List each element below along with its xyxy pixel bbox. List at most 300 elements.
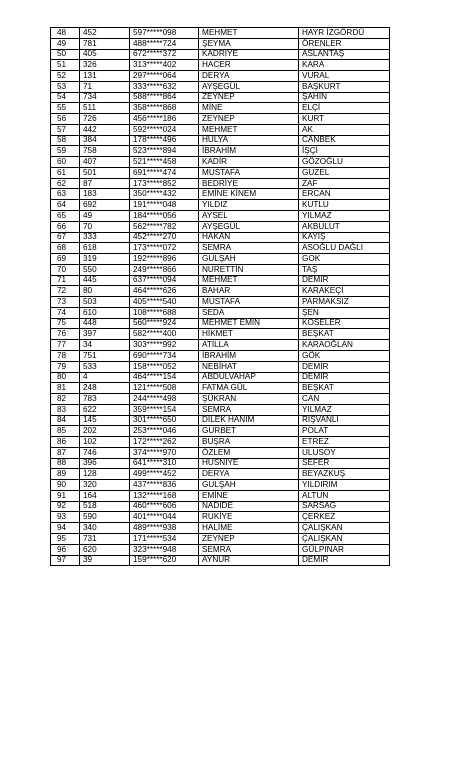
sequence-cell: 610 (80, 307, 130, 318)
last-name-cell: ERCAN (299, 189, 390, 200)
table-row (51, 243, 390, 254)
first-name-cell: SEDA (199, 307, 299, 318)
first-name-cell: ZEYNEP (199, 533, 299, 544)
sequence-cell: 590 (80, 512, 130, 523)
table-row (51, 297, 390, 308)
table-row (51, 178, 390, 189)
last-name-cell: ETREZ (299, 437, 390, 448)
id-number-cell: 172*****262 (130, 437, 199, 448)
row-number-cell: 48 (51, 28, 80, 39)
sequence-cell: 70 (80, 221, 130, 232)
row-number-cell: 73 (51, 297, 80, 308)
table-row (51, 555, 390, 566)
id-number-cell: 359*****154 (130, 404, 199, 415)
id-number-cell: 184*****056 (130, 211, 199, 222)
row-number-cell: 56 (51, 114, 80, 125)
first-name-cell: GURBET (199, 426, 299, 437)
table-row (51, 92, 390, 103)
id-number-cell: 192*****896 (130, 254, 199, 265)
first-name-cell: SEMRA (199, 243, 299, 254)
last-name-cell: AK (299, 124, 390, 135)
sequence-cell: 445 (80, 275, 130, 286)
sequence-cell: 620 (80, 544, 130, 555)
id-number-cell: 303*****992 (130, 340, 199, 351)
table-row (51, 221, 390, 232)
sequence-cell: 731 (80, 533, 130, 544)
row-number-cell: 90 (51, 480, 80, 491)
sequence-cell: 448 (80, 318, 130, 329)
table-row (51, 383, 390, 394)
sequence-cell: 183 (80, 189, 130, 200)
sequence-cell: 783 (80, 394, 130, 405)
id-number-cell: 297*****064 (130, 71, 199, 82)
table-row (51, 394, 390, 405)
first-name-cell: ŞEYMA (199, 38, 299, 49)
first-name-cell: MİNE (199, 103, 299, 114)
row-number-cell: 85 (51, 426, 80, 437)
row-number-cell: 59 (51, 146, 80, 157)
table-row (51, 447, 390, 458)
id-number-cell: 178*****496 (130, 135, 199, 146)
results-table-body (51, 28, 390, 566)
sequence-cell: 340 (80, 523, 130, 534)
table-row (51, 135, 390, 146)
first-name-cell: DERYA (199, 469, 299, 480)
sequence-cell: 248 (80, 383, 130, 394)
table-row (51, 437, 390, 448)
sequence-cell: 751 (80, 350, 130, 361)
row-number-cell: 93 (51, 512, 80, 523)
table-row (51, 103, 390, 114)
sequence-cell: 128 (80, 469, 130, 480)
table-row (51, 81, 390, 92)
table-row (51, 523, 390, 534)
id-number-cell: 323*****948 (130, 544, 199, 555)
table-row (51, 157, 390, 168)
first-name-cell: MUSTAFA (199, 167, 299, 178)
id-number-cell: 488*****724 (130, 38, 199, 49)
first-name-cell: AYNUR (199, 555, 299, 566)
row-number-cell: 69 (51, 254, 80, 265)
sequence-cell: 501 (80, 167, 130, 178)
id-number-cell: 582*****400 (130, 329, 199, 340)
id-number-cell: 452*****270 (130, 232, 199, 243)
id-number-cell: 301*****650 (130, 415, 199, 426)
first-name-cell: HİKMET (199, 329, 299, 340)
id-number-cell: 460*****606 (130, 501, 199, 512)
row-number-cell: 68 (51, 243, 80, 254)
first-name-cell: YILDIZ (199, 200, 299, 211)
last-name-cell: TAŞ (299, 264, 390, 275)
id-number-cell: 171*****534 (130, 533, 199, 544)
last-name-cell: KARAOĞLAN (299, 340, 390, 351)
sequence-cell: 734 (80, 92, 130, 103)
table-row (51, 211, 390, 222)
row-number-cell: 87 (51, 447, 80, 458)
row-number-cell: 83 (51, 404, 80, 415)
last-name-cell: KÖSELER (299, 318, 390, 329)
id-number-cell: 405*****540 (130, 297, 199, 308)
table-row (51, 60, 390, 71)
row-number-cell: 94 (51, 523, 80, 534)
id-number-cell: 313*****402 (130, 60, 199, 71)
first-name-cell: İBRAHİM (199, 146, 299, 157)
last-name-cell: KARA (299, 60, 390, 71)
row-number-cell: 92 (51, 501, 80, 512)
sequence-cell: 49 (80, 211, 130, 222)
table-row (51, 329, 390, 340)
row-number-cell: 65 (51, 211, 80, 222)
last-name-cell: BEŞKAT (299, 329, 390, 340)
last-name-cell: GÜLPINAR (299, 544, 390, 555)
row-number-cell: 78 (51, 350, 80, 361)
last-name-cell: ELÇİ (299, 103, 390, 114)
first-name-cell: ZEYNEP (199, 114, 299, 125)
table-row (51, 458, 390, 469)
table-row (51, 167, 390, 178)
id-number-cell: 521*****458 (130, 157, 199, 168)
first-name-cell: ŞÜKRAN (199, 394, 299, 405)
last-name-cell: SEFER (299, 458, 390, 469)
row-number-cell: 60 (51, 157, 80, 168)
id-number-cell: 253*****046 (130, 426, 199, 437)
table-row (51, 480, 390, 491)
id-number-cell: 158*****052 (130, 361, 199, 372)
last-name-cell: SARSAG (299, 501, 390, 512)
last-name-cell: ULUSOY (299, 447, 390, 458)
row-number-cell: 67 (51, 232, 80, 243)
first-name-cell: MEHMET EMİN (199, 318, 299, 329)
sequence-cell: 384 (80, 135, 130, 146)
first-name-cell: HAKAN (199, 232, 299, 243)
first-name-cell: MEHMET (199, 275, 299, 286)
sequence-cell: 405 (80, 49, 130, 60)
row-number-cell: 49 (51, 38, 80, 49)
last-name-cell: ASOĞLU DAĞLI (299, 243, 390, 254)
last-name-cell: ŞAHİN (299, 92, 390, 103)
id-number-cell: 249*****866 (130, 264, 199, 275)
id-number-cell: 121*****508 (130, 383, 199, 394)
first-name-cell: RUKİYE (199, 512, 299, 523)
sequence-cell: 407 (80, 157, 130, 168)
row-number-cell: 74 (51, 307, 80, 318)
row-number-cell: 55 (51, 103, 80, 114)
first-name-cell: KADRİYE (199, 49, 299, 60)
last-name-cell: DEMİR (299, 361, 390, 372)
last-name-cell: GÖK (299, 350, 390, 361)
last-name-cell: YILMAZ (299, 404, 390, 415)
id-number-cell: 562*****782 (130, 221, 199, 232)
last-name-cell: DEMİR (299, 372, 390, 383)
table-row (51, 28, 390, 39)
table-row (51, 340, 390, 351)
first-name-cell: BUŞRA (199, 437, 299, 448)
sequence-cell: 39 (80, 555, 130, 566)
id-number-cell: 464*****154 (130, 372, 199, 383)
last-name-cell: RIŞVANLI (299, 415, 390, 426)
sequence-cell: 503 (80, 297, 130, 308)
first-name-cell: GULŞAH (199, 480, 299, 491)
row-number-cell: 63 (51, 189, 80, 200)
table-row (51, 307, 390, 318)
sequence-cell: 320 (80, 480, 130, 491)
row-number-cell: 70 (51, 264, 80, 275)
sequence-cell: 452 (80, 28, 130, 39)
last-name-cell: İŞÇİ (299, 146, 390, 157)
sequence-cell: 131 (80, 71, 130, 82)
sequence-cell: 746 (80, 447, 130, 458)
id-number-cell: 690*****734 (130, 350, 199, 361)
last-name-cell: KARAKEÇİ (299, 286, 390, 297)
sequence-cell: 87 (80, 178, 130, 189)
last-name-cell: GÖZOĞLU (299, 157, 390, 168)
first-name-cell: ZEYNEP (199, 92, 299, 103)
id-number-cell: 132*****168 (130, 490, 199, 501)
last-name-cell: ASLANTAŞ (299, 49, 390, 60)
last-name-cell: ALTUN (299, 490, 390, 501)
table-row (51, 350, 390, 361)
row-number-cell: 96 (51, 544, 80, 555)
id-number-cell: 159*****620 (130, 555, 199, 566)
first-name-cell: ÖZLEM (199, 447, 299, 458)
last-name-cell: PARMAKSIZ (299, 297, 390, 308)
row-number-cell: 76 (51, 329, 80, 340)
id-number-cell: 691*****474 (130, 167, 199, 178)
first-name-cell: ATİLLA (199, 340, 299, 351)
table-row (51, 146, 390, 157)
last-name-cell: BAŞKURT (299, 81, 390, 92)
last-name-cell: CANBEK (299, 135, 390, 146)
sequence-cell: 550 (80, 264, 130, 275)
row-number-cell: 72 (51, 286, 80, 297)
last-name-cell: ÇALIŞKAN (299, 533, 390, 544)
row-number-cell: 86 (51, 437, 80, 448)
id-number-cell: 173*****852 (130, 178, 199, 189)
table-row (51, 426, 390, 437)
id-number-cell: 489*****938 (130, 523, 199, 534)
row-number-cell: 97 (51, 555, 80, 566)
id-number-cell: 499*****452 (130, 469, 199, 480)
table-row (51, 200, 390, 211)
id-number-cell: 333*****632 (130, 81, 199, 92)
last-name-cell: DEMİR (299, 275, 390, 286)
id-number-cell: 588*****864 (130, 92, 199, 103)
row-number-cell: 57 (51, 124, 80, 135)
last-name-cell: KUTLU (299, 200, 390, 211)
sequence-cell: 34 (80, 340, 130, 351)
sequence-cell: 71 (80, 81, 130, 92)
last-name-cell: YILDIRIM (299, 480, 390, 491)
sequence-cell: 319 (80, 254, 130, 265)
table-row (51, 286, 390, 297)
sequence-cell: 397 (80, 329, 130, 340)
sequence-cell: 202 (80, 426, 130, 437)
row-number-cell: 51 (51, 60, 80, 71)
table-row (51, 415, 390, 426)
first-name-cell: İBRAHİM (199, 350, 299, 361)
last-name-cell: AKBULUT (299, 221, 390, 232)
table-row (51, 501, 390, 512)
row-number-cell: 50 (51, 49, 80, 60)
last-name-cell: POLAT (299, 426, 390, 437)
results-table (50, 27, 390, 566)
id-number-cell: 244*****498 (130, 394, 199, 405)
row-number-cell: 71 (51, 275, 80, 286)
sequence-cell: 442 (80, 124, 130, 135)
table-row (51, 533, 390, 544)
id-number-cell: 401*****044 (130, 512, 199, 523)
table-row (51, 232, 390, 243)
row-number-cell: 81 (51, 383, 80, 394)
id-number-cell: 374*****970 (130, 447, 199, 458)
sequence-cell: 618 (80, 243, 130, 254)
first-name-cell: DİLEK HANIM (199, 415, 299, 426)
row-number-cell: 54 (51, 92, 80, 103)
id-number-cell: 456*****186 (130, 114, 199, 125)
last-name-cell: ZAF (299, 178, 390, 189)
first-name-cell: DERYA (199, 71, 299, 82)
row-number-cell: 52 (51, 71, 80, 82)
id-number-cell: 592*****024 (130, 124, 199, 135)
row-number-cell: 61 (51, 167, 80, 178)
sequence-cell: 80 (80, 286, 130, 297)
first-name-cell: NURETTİN (199, 264, 299, 275)
row-number-cell: 66 (51, 221, 80, 232)
first-name-cell: SEMRA (199, 544, 299, 555)
table-row (51, 318, 390, 329)
sequence-cell: 326 (80, 60, 130, 71)
first-name-cell: HÜLYA (199, 135, 299, 146)
sequence-cell: 692 (80, 200, 130, 211)
first-name-cell: MUSTAFA (199, 297, 299, 308)
sequence-cell: 333 (80, 232, 130, 243)
sequence-cell: 781 (80, 38, 130, 49)
id-number-cell: 191*****048 (130, 200, 199, 211)
table-row (51, 275, 390, 286)
first-name-cell: AYŞEGÜL (199, 221, 299, 232)
row-number-cell: 91 (51, 490, 80, 501)
table-row (51, 38, 390, 49)
id-number-cell: 437*****836 (130, 480, 199, 491)
last-name-cell: DEMİR (299, 555, 390, 566)
first-name-cell: KADİR (199, 157, 299, 168)
first-name-cell: NADİDE (199, 501, 299, 512)
sequence-cell: 164 (80, 490, 130, 501)
sequence-cell: 533 (80, 361, 130, 372)
row-number-cell: 80 (51, 372, 80, 383)
row-number-cell: 77 (51, 340, 80, 351)
row-number-cell: 62 (51, 178, 80, 189)
first-name-cell: HUSNİYE (199, 458, 299, 469)
id-number-cell: 464*****626 (130, 286, 199, 297)
sequence-cell: 518 (80, 501, 130, 512)
table-row (51, 404, 390, 415)
last-name-cell: CAN (299, 394, 390, 405)
first-name-cell: SEMRA (199, 404, 299, 415)
row-number-cell: 75 (51, 318, 80, 329)
first-name-cell: HALİME (199, 523, 299, 534)
last-name-cell: ÖRENLER (299, 38, 390, 49)
first-name-cell: BEDRİYE (199, 178, 299, 189)
row-number-cell: 58 (51, 135, 80, 146)
first-name-cell: EMİNE KİNEM (199, 189, 299, 200)
table-row (51, 490, 390, 501)
last-name-cell: HAYR İZGÖRDÜ (299, 28, 390, 39)
id-number-cell: 560*****924 (130, 318, 199, 329)
first-name-cell: NEBİHAT (199, 361, 299, 372)
row-number-cell: 89 (51, 469, 80, 480)
row-number-cell: 88 (51, 458, 80, 469)
first-name-cell: AYŞEGÜL (199, 81, 299, 92)
row-number-cell: 84 (51, 415, 80, 426)
table-row (51, 469, 390, 480)
sequence-cell: 758 (80, 146, 130, 157)
first-name-cell: EMİNE (199, 490, 299, 501)
table-row (51, 49, 390, 60)
sequence-cell: 622 (80, 404, 130, 415)
table-row (51, 189, 390, 200)
table-row (51, 512, 390, 523)
first-name-cell: FATMA GÜL (199, 383, 299, 394)
first-name-cell: GULŞAH (199, 254, 299, 265)
row-number-cell: 82 (51, 394, 80, 405)
row-number-cell: 79 (51, 361, 80, 372)
row-number-cell: 95 (51, 533, 80, 544)
first-name-cell: HACER (199, 60, 299, 71)
sequence-cell: 511 (80, 103, 130, 114)
id-number-cell: 350*****432 (130, 189, 199, 200)
first-name-cell: MEHMET (199, 124, 299, 135)
first-name-cell: AYSEL (199, 211, 299, 222)
first-name-cell: ABDULVAHAP (199, 372, 299, 383)
last-name-cell: KURT (299, 114, 390, 125)
row-number-cell: 53 (51, 81, 80, 92)
id-number-cell: 523*****894 (130, 146, 199, 157)
last-name-cell: VURAL (299, 71, 390, 82)
last-name-cell: KAYIŞ (299, 232, 390, 243)
last-name-cell: ÇERKEZ (299, 512, 390, 523)
table-row (51, 124, 390, 135)
sequence-cell: 4 (80, 372, 130, 383)
first-name-cell: BAHAR (199, 286, 299, 297)
last-name-cell: BEŞKAT (299, 383, 390, 394)
first-name-cell: MEHMET (199, 28, 299, 39)
table-row (51, 254, 390, 265)
id-number-cell: 597*****098 (130, 28, 199, 39)
row-number-cell: 64 (51, 200, 80, 211)
last-name-cell: ÇALIŞKAN (299, 523, 390, 534)
last-name-cell: YILMAZ (299, 211, 390, 222)
table-row (51, 71, 390, 82)
table-row (51, 372, 390, 383)
id-number-cell: 637*****094 (130, 275, 199, 286)
sequence-cell: 726 (80, 114, 130, 125)
table-row (51, 361, 390, 372)
id-number-cell: 672*****372 (130, 49, 199, 60)
id-number-cell: 358*****868 (130, 103, 199, 114)
last-name-cell: BEYAZKUŞ (299, 469, 390, 480)
sequence-cell: 396 (80, 458, 130, 469)
last-name-cell: GOK (299, 254, 390, 265)
id-number-cell: 173*****072 (130, 243, 199, 254)
id-number-cell: 641*****310 (130, 458, 199, 469)
table-row (51, 114, 390, 125)
id-number-cell: 108*****688 (130, 307, 199, 318)
last-name-cell: GUZEL (299, 167, 390, 178)
sequence-cell: 145 (80, 415, 130, 426)
sequence-cell: 102 (80, 437, 130, 448)
table-row (51, 264, 390, 275)
